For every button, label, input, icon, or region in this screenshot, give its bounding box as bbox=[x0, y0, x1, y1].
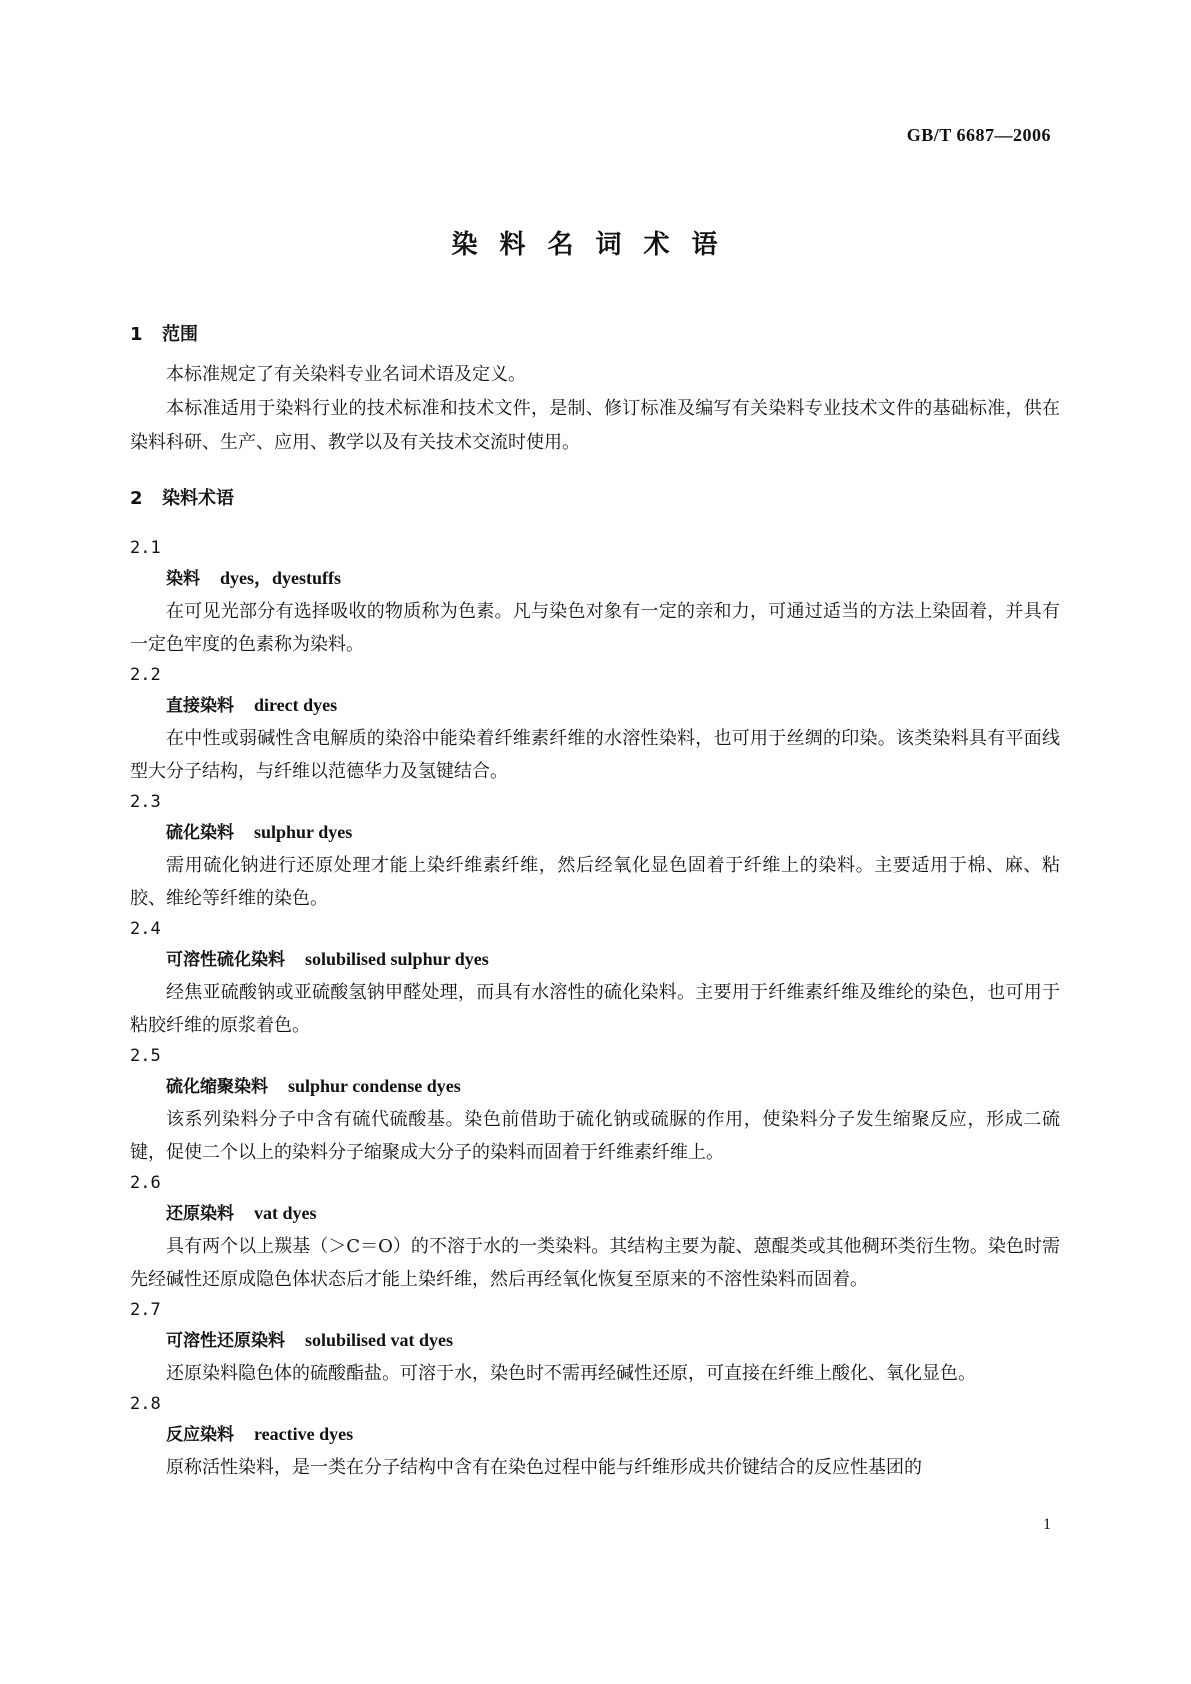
term-name bbox=[166, 562, 1060, 595]
paragraph: 本标准适用于染料行业的技术标准和技术文件，是制、修订标准及编写有关染料专业技术文件的基础标准，供在染料科研、生产、应用、教学以及有关技术交流时使用。 bbox=[130, 398, 1060, 453]
term-zh: 硫化染料 bbox=[166, 823, 234, 843]
term-zh: 可溶性硫化染料 bbox=[166, 950, 285, 970]
term-zh: 反应染料 bbox=[166, 1425, 234, 1445]
term-definition: 原称活性染料，是一类在分子结构中含有在染色过程中能与纤维形成共价键结合的反应性基团的 bbox=[166, 1457, 922, 1478]
term-entry bbox=[130, 915, 1060, 1042]
term-name bbox=[166, 816, 1060, 849]
term-name bbox=[166, 1418, 1060, 1451]
term-name bbox=[166, 689, 1060, 722]
paragraph: 本标准规定了有关染料专业名词术语及定义。 bbox=[166, 364, 526, 385]
term-en: sulphur dyes bbox=[254, 822, 353, 842]
term-entry bbox=[130, 1169, 1060, 1296]
term-definition: 在中性或弱碱性含电解质的染浴中能染着纤维素纤维的水溶性染料，也可用于丝绸的印染。该类染料具有平面线型大分子结构，与纤维以范德华力及氢键结合。 bbox=[130, 728, 1060, 782]
section-number: 1 bbox=[130, 324, 143, 345]
term-definition: 该系列染料分子中含有硫代硫酸基。染色前借助于硫化钠或硫脲的作用，使染料分子发生缩聚反应，形成二硫键，促使二个以上的染料分子缩聚成大分子的染料而固着于纤维素纤维上。 bbox=[130, 1109, 1060, 1163]
term-number: 2.3 bbox=[130, 792, 161, 812]
term-name bbox=[166, 943, 1060, 976]
term-zh: 还原染料 bbox=[166, 1204, 234, 1224]
term-en: solubilised sulphur dyes bbox=[305, 949, 489, 969]
term-entry bbox=[130, 788, 1060, 915]
term-number: 2.1 bbox=[130, 538, 161, 558]
term-entry bbox=[130, 1390, 1060, 1484]
term-zh: 硫化缩聚染料 bbox=[166, 1077, 268, 1097]
term-en: sulphur condense dyes bbox=[288, 1076, 461, 1096]
section-title: 范围 bbox=[162, 324, 198, 345]
term-entry bbox=[130, 1042, 1060, 1169]
section-heading-terms bbox=[130, 484, 1060, 510]
term-number: 2.7 bbox=[130, 1300, 161, 1320]
term-number: 2.5 bbox=[130, 1046, 161, 1066]
page-number: 1 bbox=[1043, 1516, 1051, 1533]
term-zh: 可溶性还原染料 bbox=[166, 1331, 285, 1351]
standard-number: GB/T 6687—2006 bbox=[906, 125, 1051, 145]
section-number: 2 bbox=[130, 488, 143, 509]
term-number: 2.8 bbox=[130, 1394, 161, 1414]
section-title: 染料术语 bbox=[162, 488, 234, 509]
term-number: 2.6 bbox=[130, 1173, 161, 1193]
term-number: 2.2 bbox=[130, 665, 161, 685]
document-body bbox=[130, 320, 1060, 1484]
section-heading-scope bbox=[130, 320, 1060, 346]
term-definition: 还原染料隐色体的硫酸酯盐。可溶于水，染色时不需再经碱性还原，可直接在纤维上酸化、氧化显色。 bbox=[166, 1363, 976, 1384]
term-definition: 经焦亚硫酸钠或亚硫酸氢钠甲醛处理，而具有水溶性的硫化染料。主要用于纤维素纤维及维纶的染色，也可用于粘胶纤维的原浆着色。 bbox=[130, 982, 1060, 1036]
term-definition: 在可见光部分有选择吸收的物质称为色素。凡与染色对象有一定的亲和力，可通过适当的方法上染固着，并具有一定色牢度的色素称为染料。 bbox=[130, 601, 1060, 655]
term-definition: 具有两个以上羰基（＞C＝O）的不溶于水的一类染料。其结构主要为靛、蒽醌类或其他稠环类衍生物。染色时需先经碱性还原成隐色体状态后才能上染纤维，然后再经氧化恢复至原来的不溶性染料而固着。 bbox=[130, 1236, 1060, 1290]
term-en: solubilised vat dyes bbox=[305, 1330, 454, 1350]
term-entry bbox=[130, 661, 1060, 788]
term-en: direct dyes bbox=[254, 695, 338, 715]
term-definition: 需用硫化钠进行还原处理才能上染纤维素纤维，然后经氧化显色固着于纤维上的染料。主要适用于棉、麻、粘胶、维纶等纤维的染色。 bbox=[130, 855, 1060, 909]
term-name bbox=[166, 1070, 1060, 1103]
term-name bbox=[166, 1324, 1060, 1357]
term-en: dyes，dyestuffs bbox=[220, 568, 342, 588]
term-zh: 染料 bbox=[166, 569, 200, 589]
term-en: reactive dyes bbox=[254, 1424, 354, 1444]
term-entry bbox=[130, 534, 1060, 661]
term-number: 2.4 bbox=[130, 919, 161, 939]
term-zh: 直接染料 bbox=[166, 696, 234, 716]
term-entry bbox=[130, 1296, 1060, 1390]
term-name bbox=[166, 1197, 1060, 1230]
term-en: vat dyes bbox=[254, 1203, 317, 1223]
document-title: 染料名词术语 bbox=[451, 230, 740, 260]
